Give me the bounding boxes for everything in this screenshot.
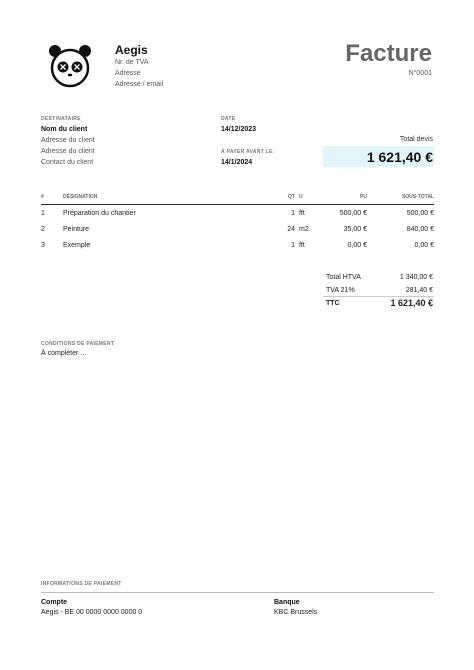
due-date: 14/1/2024 bbox=[221, 159, 253, 166]
document-title: Facture bbox=[345, 40, 432, 67]
ttc-value: 1 621,40 € bbox=[390, 298, 433, 308]
row-unit: m2 bbox=[299, 226, 309, 233]
row-unit: fft bbox=[299, 242, 305, 249]
account-value: Aegis - BE 00 0000 0000 0000 0 bbox=[41, 609, 143, 616]
account-label: Compte bbox=[41, 599, 68, 606]
total-devis-label: Total devis bbox=[399, 136, 433, 143]
row-qty: 1 bbox=[291, 210, 295, 217]
row-index: 3 bbox=[41, 242, 45, 249]
conditions-text: À compléter ... bbox=[41, 350, 87, 357]
recipient-address-2: Adresse du client bbox=[41, 148, 95, 155]
total-devis-value: 1 621,40 € bbox=[366, 149, 433, 165]
col-header-subtotal: SOUS-TOTAL bbox=[401, 194, 434, 200]
row-price: 0,00 € bbox=[347, 242, 367, 249]
recipient-name: Nom du client bbox=[41, 126, 88, 133]
panda-logo bbox=[46, 42, 94, 88]
row-qty: 24 bbox=[287, 226, 295, 233]
tva-value: 281,40 € bbox=[405, 287, 433, 294]
conditions-label: CONDITIONS DE PAIEMENT bbox=[41, 341, 115, 347]
company-address: Adresse bbox=[115, 70, 141, 77]
col-header-qty: QT bbox=[288, 194, 295, 200]
company-name: Aegis bbox=[115, 43, 148, 57]
recipient-contact: Contact du client bbox=[41, 159, 94, 166]
footer-divider bbox=[41, 592, 434, 593]
due-date-label: À PAYER AVANT LE: bbox=[221, 149, 275, 155]
row-subtotal: 500,00 € bbox=[406, 210, 434, 217]
row-subtotal: 840,00 € bbox=[406, 226, 434, 233]
table-header-divider bbox=[41, 204, 434, 205]
col-header-designation: DÉSIGNATION bbox=[63, 194, 98, 200]
total-htva-value: 1 340,00 € bbox=[399, 274, 433, 281]
total-htva-label: Total HTVA bbox=[326, 274, 361, 281]
row-qty: 1 bbox=[291, 242, 295, 249]
bank-value: KBC Brussels bbox=[274, 609, 318, 616]
col-header-unit: U bbox=[299, 194, 303, 200]
date-label: DATE bbox=[221, 116, 236, 122]
col-header-price: PU bbox=[360, 194, 367, 200]
row-index: 2 bbox=[41, 226, 45, 233]
row-subtotal: 0,00 € bbox=[414, 242, 434, 249]
company-contact: Adresse / email bbox=[115, 81, 164, 88]
payment-info-label: INFORMATIONS DE PAIEMENT bbox=[41, 581, 122, 587]
tva-label: TVA 21% bbox=[326, 287, 355, 294]
row-designation: Exemple bbox=[63, 242, 91, 249]
bank-label: Banque bbox=[274, 599, 300, 606]
recipient-address-1: Adresse du client bbox=[41, 137, 95, 144]
row-designation: Préparation du chantier bbox=[63, 210, 136, 217]
recipient-label: DESTINATAIRE bbox=[41, 116, 81, 122]
row-price: 500,00 € bbox=[339, 210, 367, 217]
totals-divider bbox=[323, 296, 434, 297]
col-header-index: # bbox=[41, 194, 44, 200]
company-vat: Nr. de TVA bbox=[115, 59, 149, 66]
row-designation: Peinture bbox=[63, 226, 90, 233]
document-number: N°0001 bbox=[408, 70, 432, 77]
row-unit: fft bbox=[299, 210, 305, 217]
row-price: 35,00 € bbox=[343, 226, 367, 233]
invoice-date: 14/12/2023 bbox=[221, 126, 257, 133]
ttc-label: TTC bbox=[326, 300, 340, 307]
row-index: 1 bbox=[41, 210, 45, 217]
